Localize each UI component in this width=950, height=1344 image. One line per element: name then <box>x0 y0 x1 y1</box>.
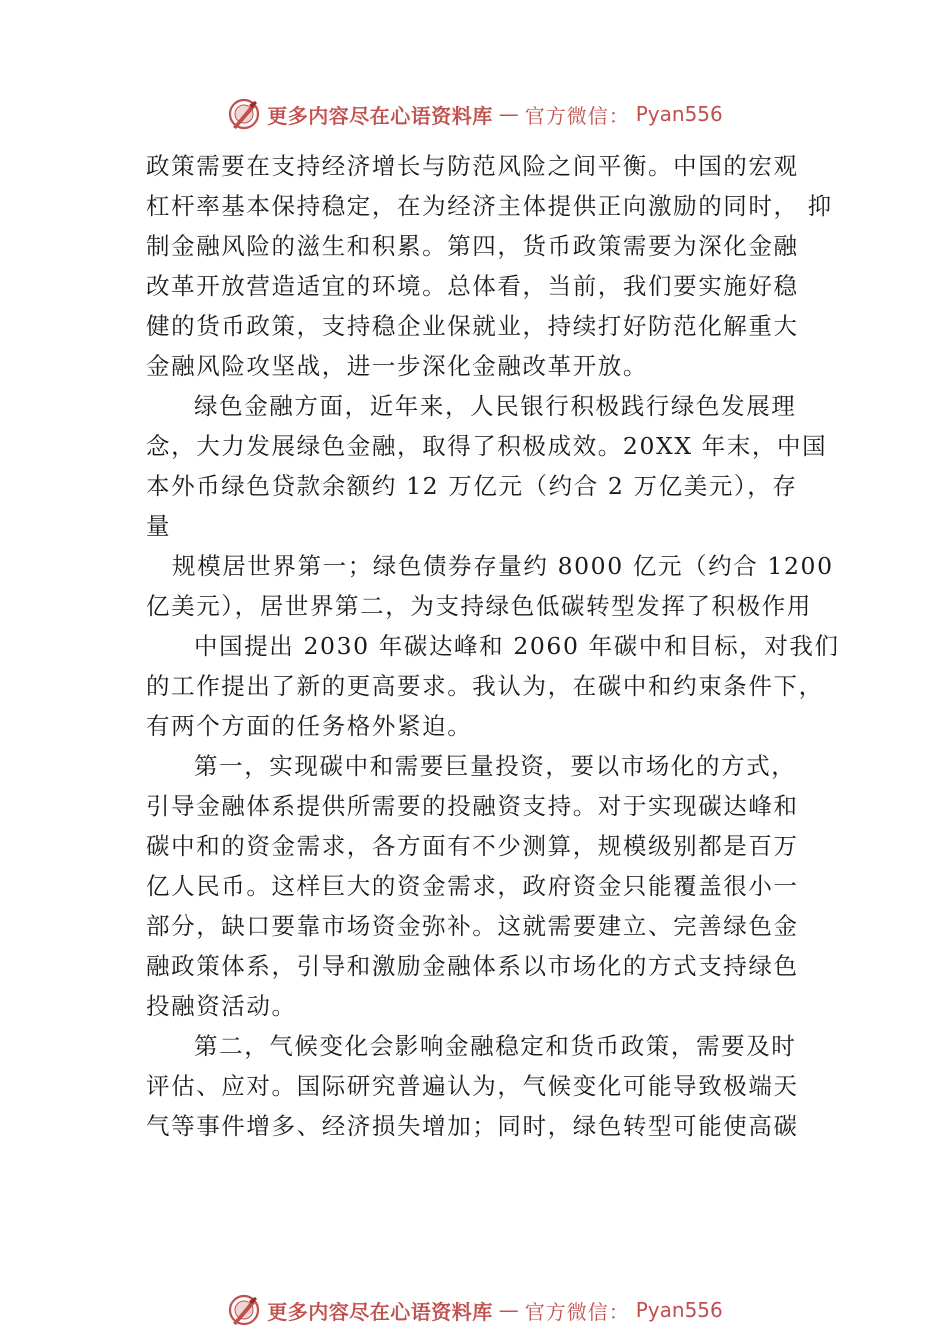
watermark-handle: Pyan556 <box>635 1298 723 1322</box>
watermark-weixin-label: 官方微信： <box>524 103 630 128</box>
header-watermark <box>0 92 950 136</box>
watermark-main-text: 更多内容尽在心语资料库 <box>267 1299 493 1324</box>
body-line: 金融风险攻坚战，进一步深化金融改革开放。 <box>146 352 648 380</box>
body-line: 中国提出 2030 年碳达峰和 2060 年碳中和目标，对我们 <box>194 632 840 660</box>
watermark-weixin-label: 官方微信： <box>524 1299 630 1324</box>
body-line: 融政策体系，引导和激励金融体系以市场化的方式支持绿色 <box>146 952 799 980</box>
footer-watermark <box>0 1288 950 1332</box>
body-line: 有两个方面的任务格外紧迫。 <box>146 712 473 740</box>
body-line: 绿色金融方面，近年来，人民银行积极践行绿色发展理 <box>194 392 797 420</box>
body-line: 第二，气候变化会影响金融稳定和货币政策，需要及时 <box>194 1032 797 1060</box>
body-line: 亿美元），居世界第二，为支持绿色低碳转型发挥了积极作用 <box>146 592 812 620</box>
body-line: 杠杆率基本保持稳定，在为经济主体提供正向激励的同时， 抑 <box>146 192 833 220</box>
body-line: 量 <box>146 512 172 540</box>
body-line: 规模居世界第一；绿色债券存量约 8000 亿元（约合 1200 <box>172 552 834 580</box>
body-line: 部分，缺口要靠市场资金弥补。这就需要建立、完善绿色金 <box>146 912 799 940</box>
body-line: 亿人民币。这样巨大的资金需求，政府资金只能覆盖很小一 <box>146 872 799 900</box>
body-line: 健的货币政策，支持稳企业保就业，持续打好防范化解重大 <box>146 312 799 340</box>
body-line: 第一，实现碳中和需要巨量投资，要以市场化的方式， <box>194 752 797 780</box>
pen-nib-circle-icon <box>227 1293 261 1327</box>
body-line: 引导金融体系提供所需要的投融资支持。对于实现碳达峰和 <box>146 792 799 820</box>
body-line: 的工作提出了新的更高要求。我认为，在碳中和约束条件下， <box>146 672 824 700</box>
body-line: 气等事件增多、经济损失增加；同时，绿色转型可能使高碳 <box>146 1112 799 1140</box>
watermark-dash: — <box>498 1298 519 1322</box>
document-body <box>146 146 840 1146</box>
body-line: 政策需要在支持经济增长与防范风险之间平衡。中国的宏观 <box>146 152 799 180</box>
body-line: 碳中和的资金需求，各方面有不少测算，规模级别都是百万 <box>146 832 799 860</box>
watermark-dash: — <box>498 102 519 126</box>
body-line: 制金融风险的滋生和积累。第四，货币政策需要为深化金融 <box>146 232 799 260</box>
body-line: 念，大力发展绿色金融，取得了积极成效。20XX 年末，中国 <box>146 432 828 460</box>
body-line: 评估、应对。国际研究普遍认为，气候变化可能导致极端天 <box>146 1072 799 1100</box>
pen-nib-circle-icon <box>227 97 261 131</box>
body-line: 本外币绿色贷款余额约 12 万亿元（约合 2 万亿美元），存 <box>146 472 798 500</box>
body-line: 改革开放营造适宜的环境。总体看，当前，我们要实施好稳 <box>146 272 799 300</box>
watermark-main-text: 更多内容尽在心语资料库 <box>267 103 493 128</box>
watermark-handle: Pyan556 <box>635 102 723 126</box>
body-line: 投融资活动。 <box>146 992 297 1020</box>
